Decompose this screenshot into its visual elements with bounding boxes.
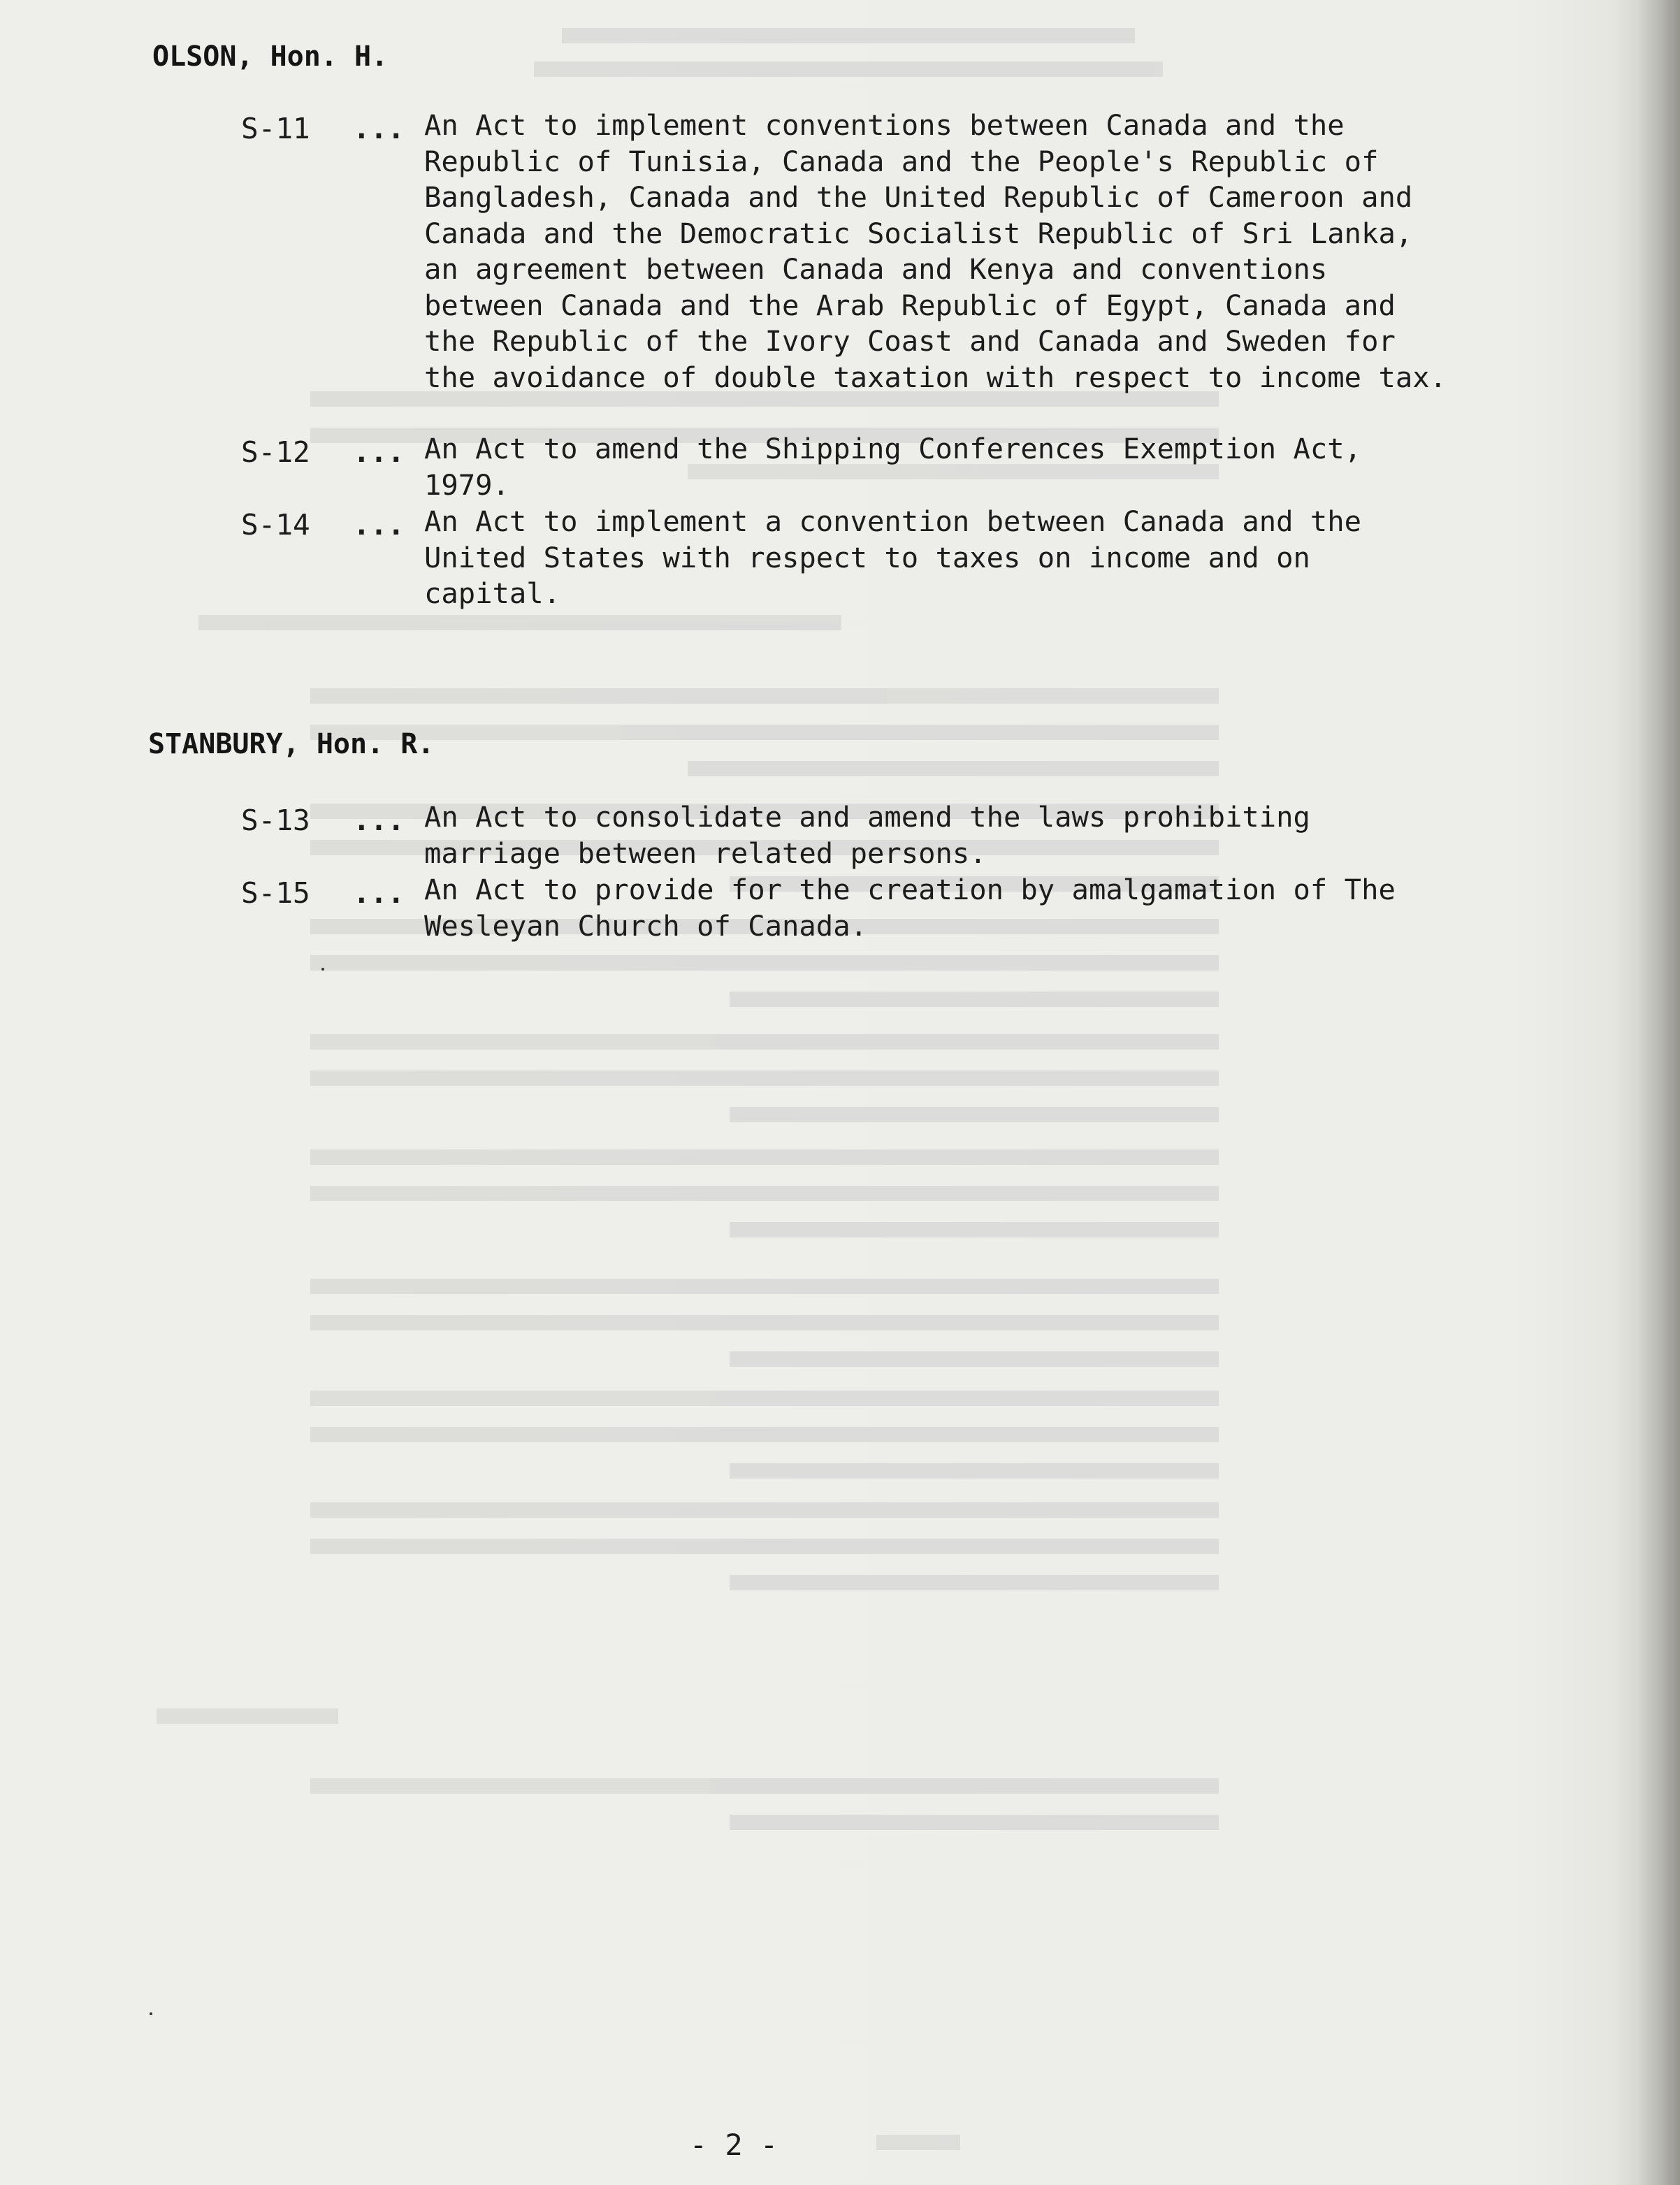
bill-description: An Act to consolidate and amend the laws prohibiting marriage between related persons. [424, 800, 1310, 870]
bill-number: S-11 [241, 112, 310, 145]
bill-number: S-15 [241, 876, 310, 910]
bill-number: S-13 [241, 804, 310, 837]
bill-description: An Act to implement a convention between Canada and the United States with respect to taxes on income and on capital. [424, 504, 1362, 610]
bill-leader-dots: ... [353, 804, 405, 837]
bill-leader-dots: ... [353, 508, 405, 542]
senator-heading-stanbury: STANBURY, Hon. R. [148, 728, 435, 760]
page-number: - 2 - [689, 2128, 779, 2162]
bill-description: An Act to amend the Shipping Conferences Exemption Act, 1979. [424, 432, 1362, 502]
paper-speck [150, 2012, 152, 2015]
bill-leader-dots: ... [353, 876, 405, 910]
paper-speck [321, 968, 324, 971]
bill-leader-dots: ... [353, 112, 405, 145]
bill-number: S-12 [241, 435, 310, 469]
bill-number: S-14 [241, 508, 310, 542]
bill-leader-dots: ... [353, 435, 405, 469]
page-edge-shadow [1638, 0, 1680, 2185]
bill-description: An Act to provide for the creation by amalgamation of The Wesleyan Church of Canada. [424, 873, 1396, 943]
bill-description: An Act to implement conventions between Canada and the Republic of Tunisia, Canada and the People's Republic of Bangladesh, Canada and the United Republic of Cameroon and Canada and the Democratic Socialist Republic of Sri Lanka, an agreement between Canada and Kenya and conventions between Canada and the Arab Republic of Egypt, Canada and the Republic of the Ivory Coast and Canada and Sweden for the avoidance of double taxation with respect to income tax. [424, 108, 1447, 394]
senator-heading-olson: OLSON, Hon. H. [152, 41, 389, 73]
